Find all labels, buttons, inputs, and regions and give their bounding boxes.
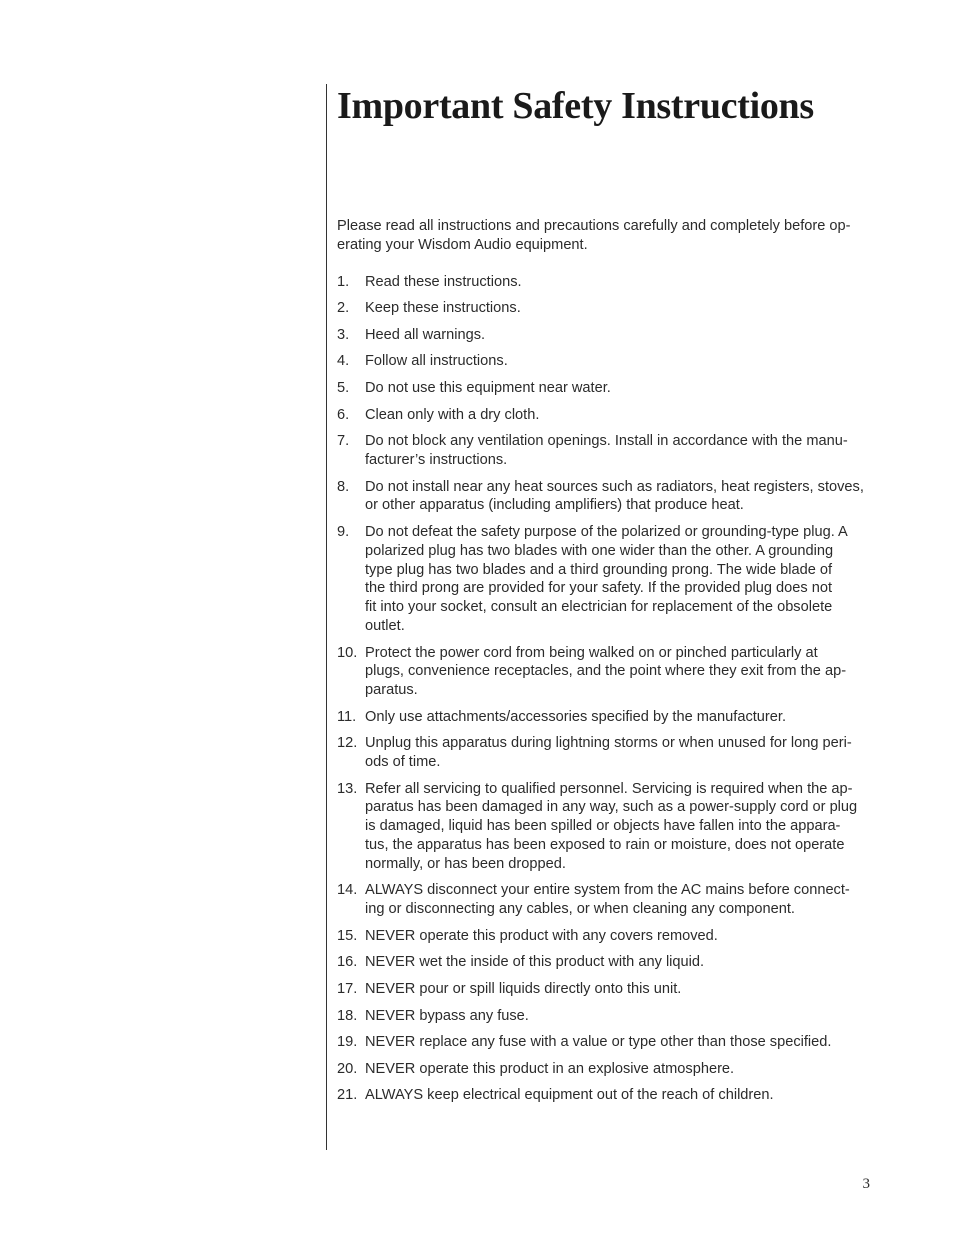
instruction-item (337, 927, 869, 946)
instruction-item (337, 1060, 869, 1079)
instruction-text (365, 980, 869, 999)
instruction-line: fit into your socket, consult an electrician for replacement of the obsolete (365, 599, 833, 616)
instruction-item (337, 273, 869, 292)
instruction-text (365, 1086, 869, 1105)
intro-line: erating your Wisdom Audio equipment. (337, 236, 588, 253)
instruction-line: normally, or has been dropped. (365, 855, 566, 872)
instruction-line: Do not defeat the safety purpose of the polarized or grounding-type plug. A (365, 523, 848, 540)
instruction-number: 5. (337, 379, 350, 396)
instruction-line: Follow all instructions. (365, 353, 508, 370)
instruction-text (365, 644, 869, 700)
instruction-item (337, 478, 869, 516)
instruction-line: Read these instructions. (365, 273, 522, 290)
instruction-item (337, 1086, 869, 1105)
instruction-number: 4. (337, 353, 350, 370)
instruction-line: paratus has been damaged in any way, such as a power-supply cord or plug (365, 799, 858, 816)
instruction-line: polarized plug has two blades with one wider than the other. A grounding (365, 542, 834, 559)
instruction-line: Keep these instructions. (365, 300, 521, 317)
instruction-line: ing or disconnecting any cables, or when cleaning any component. (365, 901, 795, 918)
instruction-number: 19. (337, 1034, 358, 1051)
intro-paragraph (337, 217, 869, 255)
instruction-item (337, 299, 869, 318)
instruction-number: 2. (337, 300, 350, 317)
instruction-item (337, 432, 869, 470)
instruction-line: ALWAYS disconnect your entire system from the AC mains before connect- (365, 882, 850, 899)
instruction-text (365, 299, 869, 318)
instruction-text (365, 780, 869, 874)
instruction-item (337, 406, 869, 425)
main-content (337, 217, 869, 1113)
margin-rule (326, 84, 327, 1150)
instruction-text (365, 273, 869, 292)
instruction-number: 8. (337, 478, 350, 495)
instruction-line: Heed all warnings. (365, 326, 486, 343)
instruction-item (337, 326, 869, 345)
instruction-number: 15. (337, 927, 358, 944)
instruction-line: Unplug this apparatus during lightning storms or when unused for long peri- (365, 735, 852, 752)
instruction-line: is damaged, liquid has been spilled or objects have fallen into the appara- (365, 818, 841, 835)
instruction-line: Do not install near any heat sources such as radiators, heat registers, stoves, (365, 478, 864, 495)
instruction-text (365, 352, 869, 371)
instruction-item (337, 1033, 869, 1052)
instruction-text (365, 734, 869, 772)
instruction-text (365, 326, 869, 345)
instruction-line: NEVER operate this product with any covers removed. (365, 927, 718, 944)
instruction-line: Refer all servicing to qualified personnel. Servicing is required when the ap- (365, 780, 853, 797)
instruction-text (365, 708, 869, 727)
instruction-text (365, 1033, 869, 1052)
instruction-item (337, 734, 869, 772)
instruction-number: 12. (337, 735, 358, 752)
instruction-line: ALWAYS keep electrical equipment out of the reach of children. (365, 1087, 774, 1104)
intro-line: Please read all instructions and precautions carefully and completely before op- (337, 218, 851, 234)
instruction-number: 9. (337, 523, 350, 540)
instruction-number: 18. (337, 1007, 358, 1024)
instruction-number: 16. (337, 954, 358, 971)
instruction-line: facturer’s instructions. (365, 451, 508, 468)
instruction-text (365, 1060, 869, 1079)
instruction-line: NEVER pour or spill liquids directly onto this unit. (365, 981, 682, 998)
instruction-item (337, 881, 869, 919)
instruction-line: tus, the apparatus has been exposed to rain or moisture, does not operate (365, 837, 845, 854)
instruction-item (337, 780, 869, 874)
instruction-number: 17. (337, 981, 358, 998)
instruction-number: 1. (337, 273, 350, 290)
instruction-line: the third prong are provided for your safety. If the provided plug does not (365, 580, 833, 597)
instruction-line: paratus. (365, 682, 418, 699)
instruction-line: Clean only with a dry cloth. (365, 406, 540, 423)
page-number: 3 (862, 1176, 870, 1192)
instruction-item (337, 1007, 869, 1026)
page-title: Important Safety Instructions (337, 85, 814, 127)
instruction-line: NEVER wet the inside of this product with any liquid. (365, 954, 705, 971)
instruction-number: 11. (337, 708, 357, 725)
instruction-number: 13. (337, 780, 358, 797)
instruction-number: 21. (337, 1087, 358, 1104)
instruction-number: 20. (337, 1060, 358, 1077)
instruction-line: NEVER bypass any fuse. (365, 1007, 529, 1024)
instruction-line: NEVER replace any fuse with a value or type other than those specified. (365, 1034, 832, 1051)
instruction-number: 7. (337, 433, 350, 450)
instruction-line: outlet. (365, 617, 405, 634)
instruction-line: ods of time. (365, 754, 441, 771)
instruction-text (365, 1007, 869, 1026)
instruction-text (365, 523, 869, 636)
instruction-line: type plug has two blades and a third grounding prong. The wide blade of (365, 561, 833, 578)
instruction-item (337, 708, 869, 727)
instruction-line: Protect the power cord from being walked on or pinched particularly at (365, 644, 818, 661)
instruction-text (365, 432, 869, 470)
instruction-line: Only use attachments/accessories specified by the manufacturer. (365, 708, 786, 725)
instruction-text (365, 927, 869, 946)
instruction-item (337, 352, 869, 371)
instruction-text (365, 881, 869, 919)
instruction-line: plugs, convenience receptacles, and the point where they exit from the ap- (365, 663, 847, 680)
instruction-line: or other apparatus (including amplifiers) that produce heat. (365, 497, 744, 514)
instruction-line: Do not block any ventilation openings. Install in accordance with the manu- (365, 433, 848, 450)
instructions-list (337, 273, 869, 1106)
instruction-number: 3. (337, 326, 350, 343)
instruction-number: 14. (337, 882, 358, 899)
instruction-item (337, 953, 869, 972)
instruction-item (337, 379, 869, 398)
instruction-text (365, 478, 869, 516)
instruction-item (337, 523, 869, 636)
instruction-line: Do not use this equipment near water. (365, 379, 611, 396)
instruction-number: 10. (337, 644, 358, 661)
instruction-text (365, 379, 869, 398)
instruction-line: NEVER operate this product in an explosive atmosphere. (365, 1060, 735, 1077)
instruction-item (337, 980, 869, 999)
instruction-text (365, 953, 869, 972)
instruction-item (337, 644, 869, 700)
instruction-number: 6. (337, 406, 350, 423)
instruction-text (365, 406, 869, 425)
